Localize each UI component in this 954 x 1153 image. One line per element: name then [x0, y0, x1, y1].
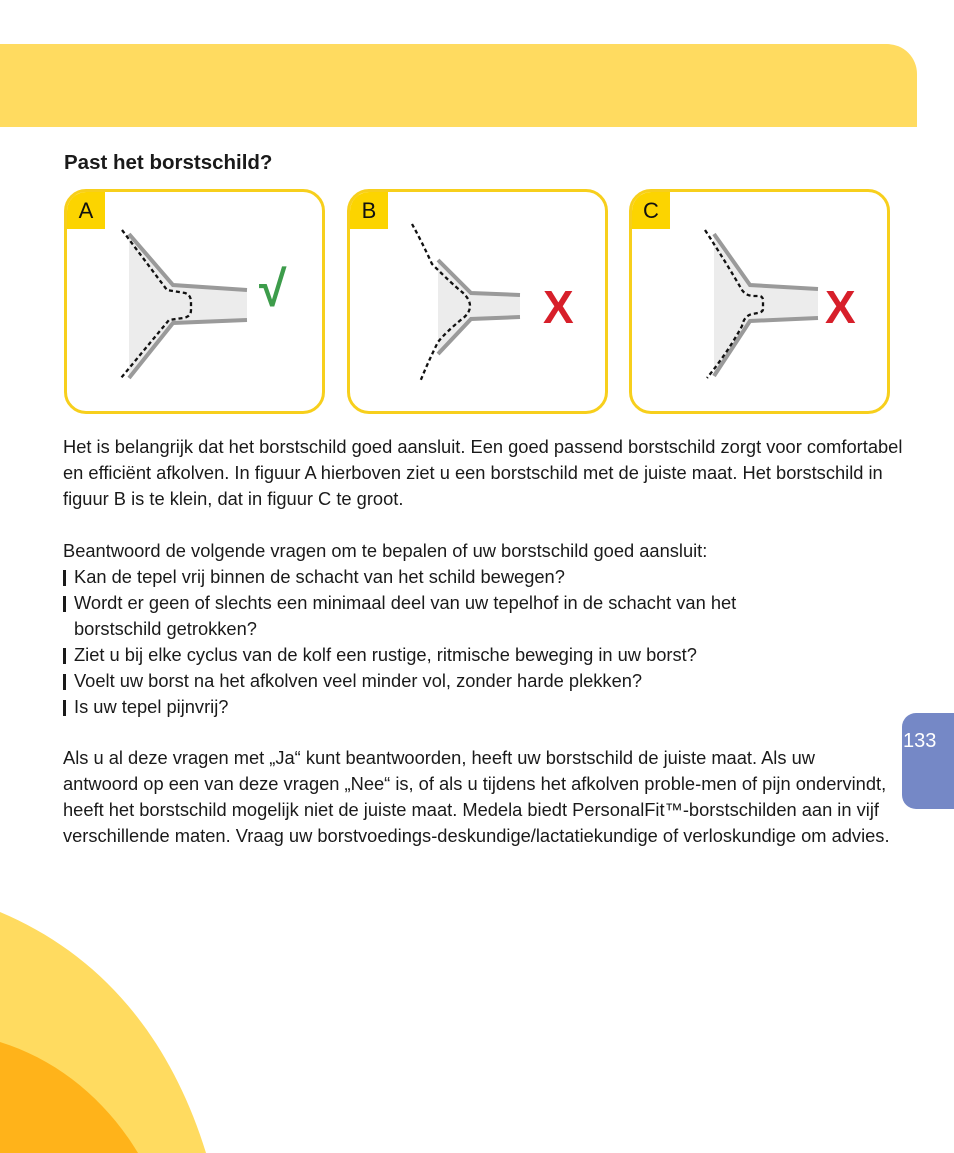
figure-b [347, 189, 608, 414]
cross-mark-icon: X [543, 281, 574, 333]
figure-label: B [350, 192, 388, 229]
paragraph-fit-importance: Het is belangrijk dat het borstschild goed aansluit. Een goed passend borstschild zorgt voor comfortabel en efficiënt afkolven. In figuur A hierboven ziet u een borstschild met de juiste maat. Het borstschild in figuur B is te klein, dat in figuur C te groot. [63, 436, 903, 509]
cross-mark-icon: X [825, 281, 856, 333]
list-item: Wordt er geen of slechts een minimaal deel van uw tepelhof in de schacht van het borstschild getrokken? [63, 590, 814, 642]
check-mark-icon: √ [259, 261, 287, 317]
corner-decoration [0, 880, 210, 1153]
figure-c [629, 189, 890, 414]
list-item: Voelt uw borst na het afkolven veel minder vol, zonder harde plekken? [63, 668, 863, 694]
list-item: Ziet u bij elke cyclus van de kolf een rustige, ritmische beweging in uw borst? [63, 642, 863, 668]
figure-label: C [632, 192, 670, 229]
page-number: 133 [903, 730, 937, 752]
figure-label: A [67, 192, 105, 229]
page-tab [902, 713, 954, 809]
list-item: Is uw tepel pijnvrij? [63, 694, 863, 720]
list-item: Kan de tepel vrij binnen de schacht van het schild bewegen? [63, 564, 863, 590]
figure-a [64, 189, 325, 414]
fit-questions-list [63, 564, 863, 720]
paragraph-advice: Als u al deze vragen met „Ja“ kunt beantwoorden, heeft uw borstschild de juiste maat. Als uw antwoord op een van deze vragen „Nee“ is, of als u tijdens het afkolven proble-men of pijn ondervindt, heeft het borstschild mogelijk niet de juiste maat. Medela biedt PersonalFit™-borstschilden aan in vijf verschillende maten. Vraag uw borstvoedings-deskundige/lactatiekundige of verloskundige om advies. [63, 747, 890, 846]
header-band [0, 44, 917, 127]
questions-intro: Beantwoord de volgende vragen om te bepalen of uw borstschild goed aansluit: [63, 540, 708, 561]
section-heading: Past het borstschild? [64, 151, 273, 174]
